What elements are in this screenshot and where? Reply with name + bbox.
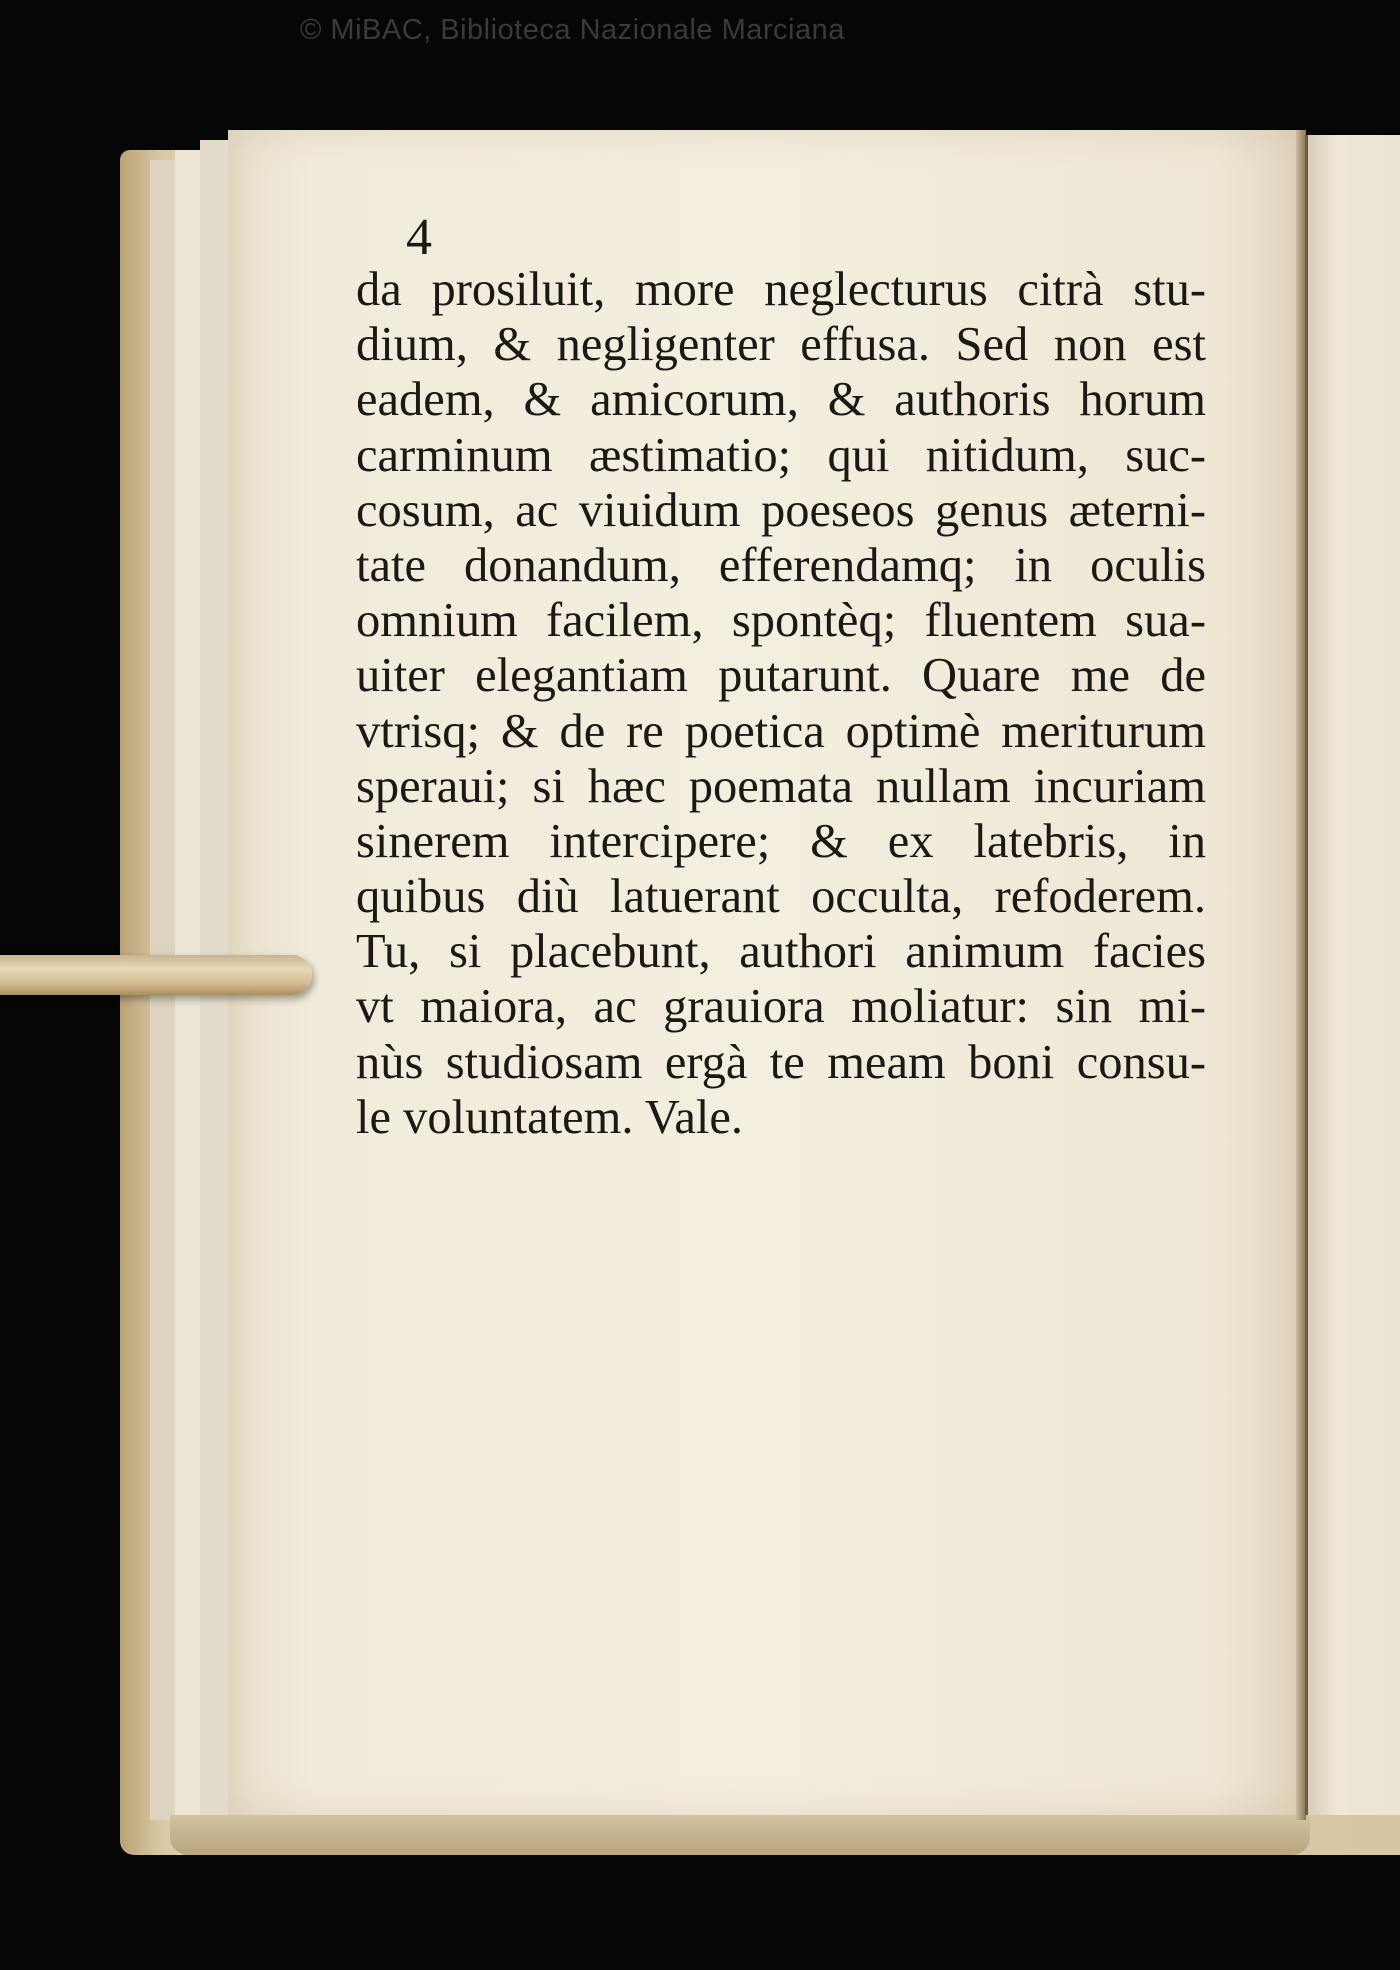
text-line: sinerem intercipere; & ex latebris, in (356, 814, 1206, 868)
text-line: quibus diù latuerant occulta, refoderem. (356, 870, 1206, 924)
page-number: 4 (406, 209, 432, 266)
copyright-watermark: © MiBAC, Biblioteca Nazionale Marciana (300, 14, 845, 46)
text-line: dium, & negligenter effusa. Sed non est (356, 318, 1206, 372)
text-line: omnium facilem, spontèq; fluentem sua- (356, 594, 1206, 648)
bookmark-strip (0, 955, 312, 995)
text-line: cosum, ac viuidum poeseos genus æterni- (356, 483, 1206, 537)
facing-page-edge (1305, 135, 1400, 1815)
text-line: nùs studiosam ergà te meam boni consu- (356, 1035, 1206, 1089)
text-line: da prosiluit, more neglecturus citrà stu- (356, 263, 1206, 316)
text-line: carminum æstimatio; qui nitidum, suc- (356, 428, 1206, 482)
page-text (356, 262, 1206, 1145)
text-line: uiter elegantiam putarunt. Quare me de (356, 649, 1206, 703)
text-line: Tu, si placebunt, authori animum facies (356, 925, 1206, 979)
text-line: vtrisq; & de re poetica optimè meriturum (356, 704, 1206, 758)
text-line: le voluntatem. Vale. (356, 1090, 744, 1144)
text-line: vt maiora, ac grauiora moliatur: sin mi- (356, 980, 1206, 1034)
binding-bottom-edge (170, 1815, 1310, 1855)
text-line: tate donandum, efferendamq; in oculis (356, 538, 1206, 592)
text-line: eadem, & amicorum, & authoris horum (356, 373, 1206, 427)
text-line: speraui; si hæc poemata nullam incuriam (356, 759, 1206, 813)
